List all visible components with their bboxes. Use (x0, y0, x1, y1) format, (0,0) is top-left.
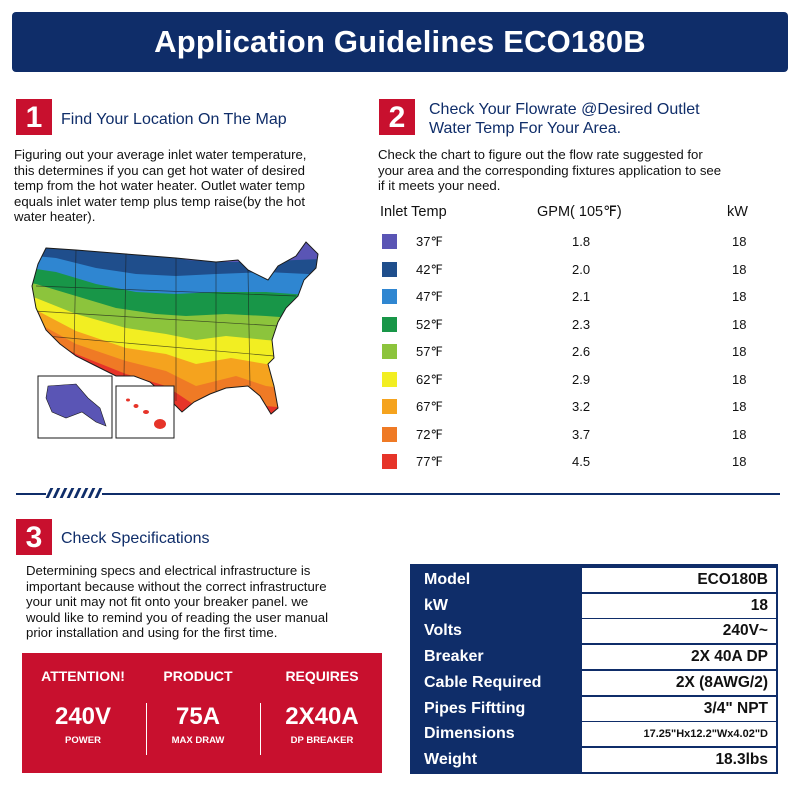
temperature-color-swatch (382, 289, 397, 304)
temperature-color-swatch (382, 399, 397, 414)
flow-row (380, 228, 760, 256)
step-3-line: would like to remind you of reading the user manual (26, 609, 329, 625)
gpm-cell: 2.9 (572, 371, 591, 387)
step-2-badge: 2 (379, 99, 415, 135)
spec-label: kW (412, 594, 580, 618)
kw-cell: 18 (732, 426, 747, 442)
inlet-temp-cell: 57℉ (416, 344, 443, 359)
attention-value: 240V (54, 703, 112, 730)
inlet-temp-cell: 42℉ (416, 261, 443, 277)
kw-cell: 18 (732, 316, 747, 332)
inlet-temp-cell: 67℉ (416, 399, 443, 414)
spec-label: Cable Required (412, 671, 580, 695)
flow-row (380, 256, 760, 284)
attention-heading: ATTENTION! (41, 668, 125, 684)
inlet-temp-cell: 77℉ (416, 454, 443, 469)
inlet-temp-cell: 52℉ (416, 316, 443, 332)
gpm-cell: 2.0 (572, 261, 591, 277)
spec-row (412, 568, 776, 594)
inlet-temp-cell: 37℉ (416, 234, 443, 249)
inlet-temp-cell: 62℉ (416, 371, 443, 387)
attention-sub: POWER (65, 735, 101, 746)
flow-row (380, 448, 760, 476)
flow-header-kw: kW (727, 204, 748, 220)
usa-temperature-map (16, 236, 348, 466)
attention-breaker (262, 653, 382, 773)
attention-heading: PRODUCT (163, 668, 233, 684)
step-1-line: this determines if you can get hot water of desired (14, 162, 306, 178)
temperature-color-swatch (382, 372, 397, 387)
kw-cell: 18 (732, 289, 747, 304)
step-2-line: your area and the corresponding fixtures application to see (378, 162, 722, 178)
spec-row (412, 722, 776, 748)
spec-label: Pipes Fiftting (412, 697, 580, 721)
flow-header-inlet: Inlet Temp (380, 204, 447, 220)
gpm-cell: 2.1 (572, 289, 591, 304)
flow-row (380, 311, 760, 339)
step-3-line: important because without the correct infrastructure (26, 578, 327, 594)
step-1-line: equals inlet water temp plus temp raise(by the hot (14, 193, 306, 209)
attention-heading: REQUIRES (285, 668, 359, 684)
spec-value: 240V~ (582, 619, 776, 643)
inlet-temp-cell: 47℉ (416, 289, 443, 304)
spec-value: 3/4" NPT (582, 697, 776, 721)
spec-row (412, 645, 776, 671)
kw-cell: 18 (732, 234, 747, 249)
spec-label: Breaker (412, 645, 580, 669)
spec-value: 17.25"Hx12.2"Wx4.02"D (582, 722, 776, 746)
step-2-line: if it meets your need. (378, 178, 501, 194)
gpm-cell: 2.6 (572, 344, 591, 359)
attention-draw (148, 653, 248, 773)
flow-row (380, 283, 760, 311)
spec-value: 2X (8AWG/2) (582, 671, 776, 695)
flow-row (380, 366, 760, 394)
attention-sub: MAX DRAW (171, 735, 225, 746)
step-2-title-line: Water Temp For Your Area. (429, 120, 622, 137)
kw-cell: 18 (732, 261, 747, 277)
gpm-cell: 4.5 (572, 454, 591, 469)
step-3-line: prior installation and using for the first time. (26, 625, 278, 641)
spec-row (412, 671, 776, 697)
step-2-title (429, 100, 700, 138)
step-1-line: Figuring out your average inlet water temperature, (14, 147, 307, 162)
spec-table (410, 564, 778, 774)
spec-value: 18 (582, 594, 776, 618)
step-2-line: Check the chart to figure out the flow rate suggested for (378, 147, 703, 162)
flow-row (380, 421, 760, 449)
section-divider (16, 493, 780, 495)
temperature-color-swatch (382, 234, 397, 249)
gpm-cell: 2.3 (572, 316, 591, 332)
divider-ornament (46, 488, 102, 498)
attention-separator (146, 703, 147, 755)
step-3-text (26, 563, 390, 641)
spec-row (412, 748, 776, 774)
step-2-text (378, 147, 788, 194)
spec-value: ECO180B (582, 568, 776, 592)
attention-value: 2X40A (285, 703, 359, 730)
spec-label: Weight (412, 748, 580, 772)
temperature-color-swatch (382, 454, 397, 469)
temperature-color-swatch (382, 427, 397, 442)
spec-label: Volts (412, 619, 580, 643)
spec-value: 18.3lbs (582, 748, 776, 772)
temperature-color-swatch (382, 344, 397, 359)
gpm-cell: 3.7 (572, 426, 591, 442)
temperature-color-swatch (382, 262, 397, 277)
gpm-cell: 1.8 (572, 234, 591, 249)
flow-row (380, 393, 760, 421)
step-1-badge: 1 (16, 99, 52, 135)
spec-label: Dimensions (412, 722, 580, 746)
kw-cell: 18 (732, 344, 747, 359)
spec-row (412, 697, 776, 723)
attention-value: 75A (175, 703, 221, 730)
spec-row (412, 619, 776, 645)
kw-cell: 18 (732, 399, 747, 414)
attention-separator (260, 703, 261, 755)
attention-sub: DP BREAKER (290, 735, 354, 746)
spec-label: Model (412, 568, 580, 592)
attention-panel (22, 653, 382, 773)
step-3-badge: 3 (16, 519, 52, 555)
step-3-line: your unit may not fit onto your breaker panel. we (26, 594, 309, 610)
step-3-line: Determining specs and electrical infrastructure is (26, 563, 311, 578)
attention-power (22, 653, 144, 773)
gpm-cell: 3.2 (572, 399, 591, 414)
kw-cell: 18 (732, 454, 747, 469)
inlet-temp-cell: 72℉ (416, 426, 443, 442)
step-1-text (14, 147, 366, 225)
flow-header-gpm: GPM( 105℉) (537, 204, 622, 220)
step-3-title: Check Specifications (61, 530, 210, 547)
step-1-line: temp from the hot water heater. Outlet water temp (14, 178, 305, 194)
step-2-title-line: Check Your Flowrate @Desired Outlet (429, 101, 700, 118)
temperature-color-swatch (382, 317, 397, 332)
page-title: Application Guidelines ECO180B (12, 12, 788, 72)
flow-row (380, 338, 760, 366)
step-1-title: Find Your Location On The Map (61, 111, 287, 128)
kw-cell: 18 (732, 371, 747, 387)
spec-row (412, 594, 776, 620)
step-1-line: water heater). (14, 209, 96, 225)
spec-value: 2X 40A DP (582, 645, 776, 669)
